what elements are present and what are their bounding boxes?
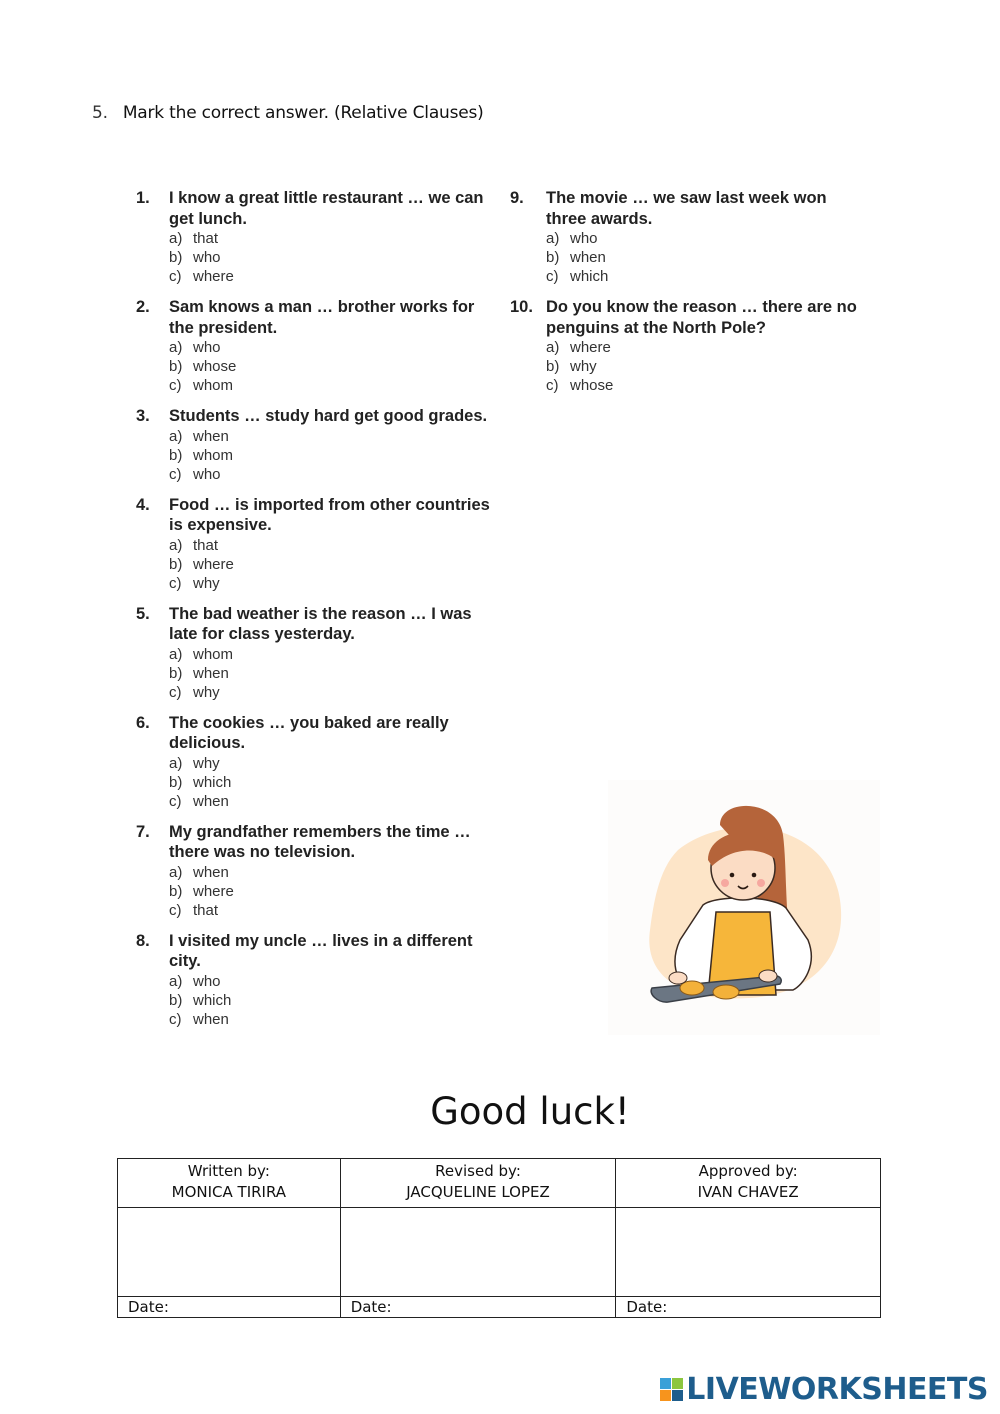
questions-left-column (136, 188, 496, 1040)
question-text: I visited my uncle … lives in a different city. (169, 931, 473, 970)
question-8 (136, 931, 496, 1029)
option-b[interactable]: b) who (169, 249, 221, 266)
option-c[interactable]: c) why (169, 683, 220, 701)
question-number: 7. (136, 822, 150, 841)
option-b[interactable]: b) whose (169, 358, 237, 375)
instruction-number: 5. (92, 103, 108, 123)
liveworksheets-logo (660, 1372, 988, 1407)
instruction (92, 103, 484, 123)
option-c[interactable]: c) whose (546, 377, 614, 394)
option-b[interactable]: b) whom (169, 446, 234, 464)
option-a[interactable]: a) when (169, 427, 229, 445)
question-number: 5. (136, 604, 150, 623)
option-c[interactable]: c) why (169, 574, 220, 592)
signature-space-revised (340, 1208, 616, 1297)
signature-table (117, 1158, 881, 1318)
option-b[interactable]: b) when (546, 249, 606, 266)
option-a[interactable]: a) that (169, 536, 219, 554)
date-label-revised: Date: (340, 1297, 616, 1318)
written-by-name: MONICA TIRIRA (171, 1183, 287, 1201)
question-10 (510, 297, 870, 395)
question-text: Do you know the reason … there are no penguins at the North Pole? (546, 298, 857, 337)
question-text: The cookies … you baked are really delicious. (169, 713, 449, 752)
brand-name: LIVEWORKSHEETS (686, 1372, 988, 1407)
option-a[interactable]: a) where (546, 339, 611, 356)
question-2 (136, 297, 496, 395)
question-text: The bad weather is the reason … I was late for class yesterday. (169, 604, 472, 643)
date-label-approved: Date: (616, 1297, 881, 1318)
option-b[interactable]: b) which (169, 991, 232, 1009)
option-c[interactable]: c) who (169, 465, 221, 483)
question-number: 10. (510, 298, 533, 316)
question-text: The movie … we saw last week won three awards. (546, 189, 827, 228)
question-text: Students … study hard get good grades. (169, 407, 488, 425)
question-number: 8. (136, 931, 150, 950)
questions-right-column (510, 188, 870, 406)
question-7 (136, 822, 496, 920)
liveworksheets-logo-icon (660, 1378, 683, 1401)
question-3 (136, 406, 496, 484)
option-c[interactable]: c) where (169, 268, 234, 285)
signature-space-approved (616, 1208, 881, 1297)
option-c[interactable]: c) when (169, 792, 229, 810)
option-c[interactable]: c) whom (169, 377, 234, 394)
revised-by-name: JACQUELINE LOPEZ (406, 1183, 550, 1201)
closing-message: Good luck! (430, 1090, 630, 1133)
girl-baking-cookies-icon (608, 780, 880, 1035)
question-5 (136, 604, 496, 702)
question-1 (136, 188, 496, 286)
option-c[interactable]: c) which (546, 268, 609, 285)
written-by-cell (118, 1159, 341, 1208)
question-9 (510, 188, 870, 286)
option-b[interactable]: b) when (169, 664, 229, 682)
option-b[interactable]: b) why (546, 358, 597, 375)
option-a[interactable]: a) why (169, 754, 220, 772)
question-number: 4. (136, 495, 150, 514)
written-by-label: Written by: (187, 1162, 270, 1180)
option-a[interactable]: a) whom (169, 645, 234, 663)
question-text: Food … is imported from other countries is expensive. (169, 495, 490, 534)
question-number: 3. (136, 407, 150, 425)
option-a[interactable]: a) who (169, 339, 221, 356)
option-a[interactable]: a) that (169, 230, 219, 247)
option-a[interactable]: a) when (169, 863, 229, 881)
approved-by-name: IVAN CHAVEZ (697, 1183, 799, 1201)
approved-by-cell (616, 1159, 881, 1208)
revised-by-label: Revised by: (435, 1162, 521, 1180)
option-a[interactable]: a) who (546, 230, 598, 247)
question-text: My grandfather remembers the time … there was no television. (169, 822, 471, 861)
question-6 (136, 713, 496, 811)
instruction-text: Mark the correct answer. (Relative Clauses) (122, 103, 484, 123)
option-b[interactable]: b) where (169, 555, 234, 573)
date-label-written: Date: (118, 1297, 341, 1318)
question-4 (136, 495, 496, 593)
question-number: 1. (136, 189, 150, 207)
question-number: 6. (136, 713, 150, 732)
option-b[interactable]: b) where (169, 882, 234, 900)
revised-by-cell (340, 1159, 616, 1208)
option-a[interactable]: a) who (169, 972, 221, 990)
question-number: 2. (136, 298, 150, 316)
question-number: 9. (510, 189, 524, 207)
signature-space-written (118, 1208, 341, 1297)
option-c[interactable]: c) that (169, 901, 219, 919)
question-text: I know a great little restaurant … we can get lunch. (169, 189, 484, 228)
question-text: Sam knows a man … brother works for the president. (169, 298, 475, 337)
option-c[interactable]: c) when (169, 1010, 229, 1028)
approved-by-label: Approved by: (698, 1162, 798, 1180)
option-b[interactable]: b) which (169, 773, 232, 791)
